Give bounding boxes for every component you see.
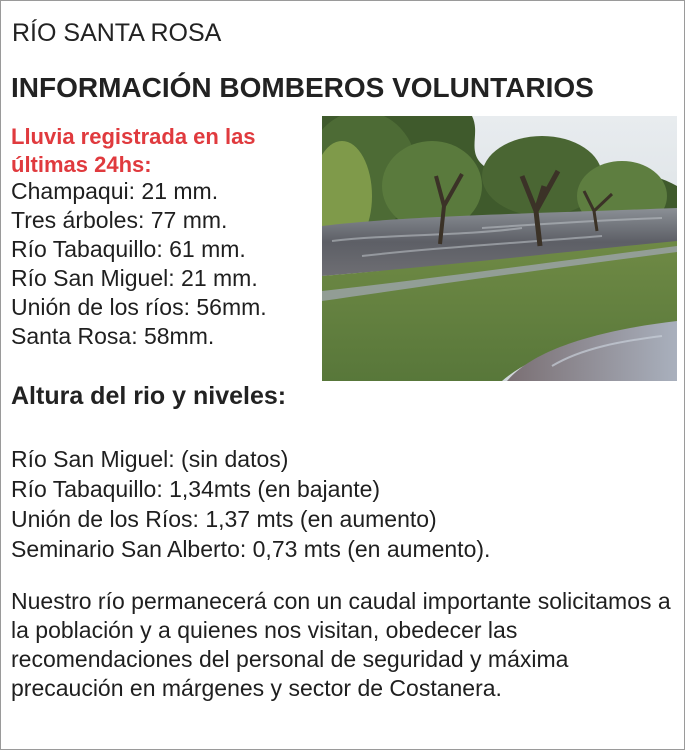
river-levels-list [11, 444, 490, 564]
rainfall-item: Unión de los ríos: 56mm. [11, 294, 267, 320]
rainfall-list [11, 177, 267, 351]
river-level-item: Seminario San Alberto: 0,73 mts (en aumento). [11, 536, 491, 562]
safety-notice: Nuestro río permanecerá con un caudal importante solicitamos a la población y a quienes nos visitan, obedecer las recomendaciones del personal de seguridad y máxima precaución en márgenes y sector de Costanera. [11, 588, 671, 701]
flooded-river-photo [322, 116, 677, 381]
rainfall-item: Santa Rosa: 58mm. [11, 323, 215, 349]
rainfall-item: Champaqui: 21 mm. [11, 178, 219, 204]
rainfall-title: Lluvia registrada en las últimas 24hs: [11, 124, 256, 177]
river-level-item: Río Tabaquillo: 1,34mts (en bajante) [11, 476, 381, 502]
river-level-item: Unión de los Ríos: 1,37 mts (en aumento) [11, 506, 437, 532]
river-name-kicker: RÍO SANTA ROSA [12, 19, 222, 47]
bulletin-headline: INFORMACIÓN BOMBEROS VOLUNTARIOS [11, 72, 594, 103]
river-level-item: Río San Miguel: (sin datos) [11, 446, 289, 472]
rainfall-item: Río San Miguel: 21 mm. [11, 265, 258, 291]
rainfall-item: Río Tabaquillo: 61 mm. [11, 236, 246, 262]
river-levels-title: Altura del rio y niveles: [11, 382, 287, 410]
rainfall-item: Tres árboles: 77 mm. [11, 207, 228, 233]
